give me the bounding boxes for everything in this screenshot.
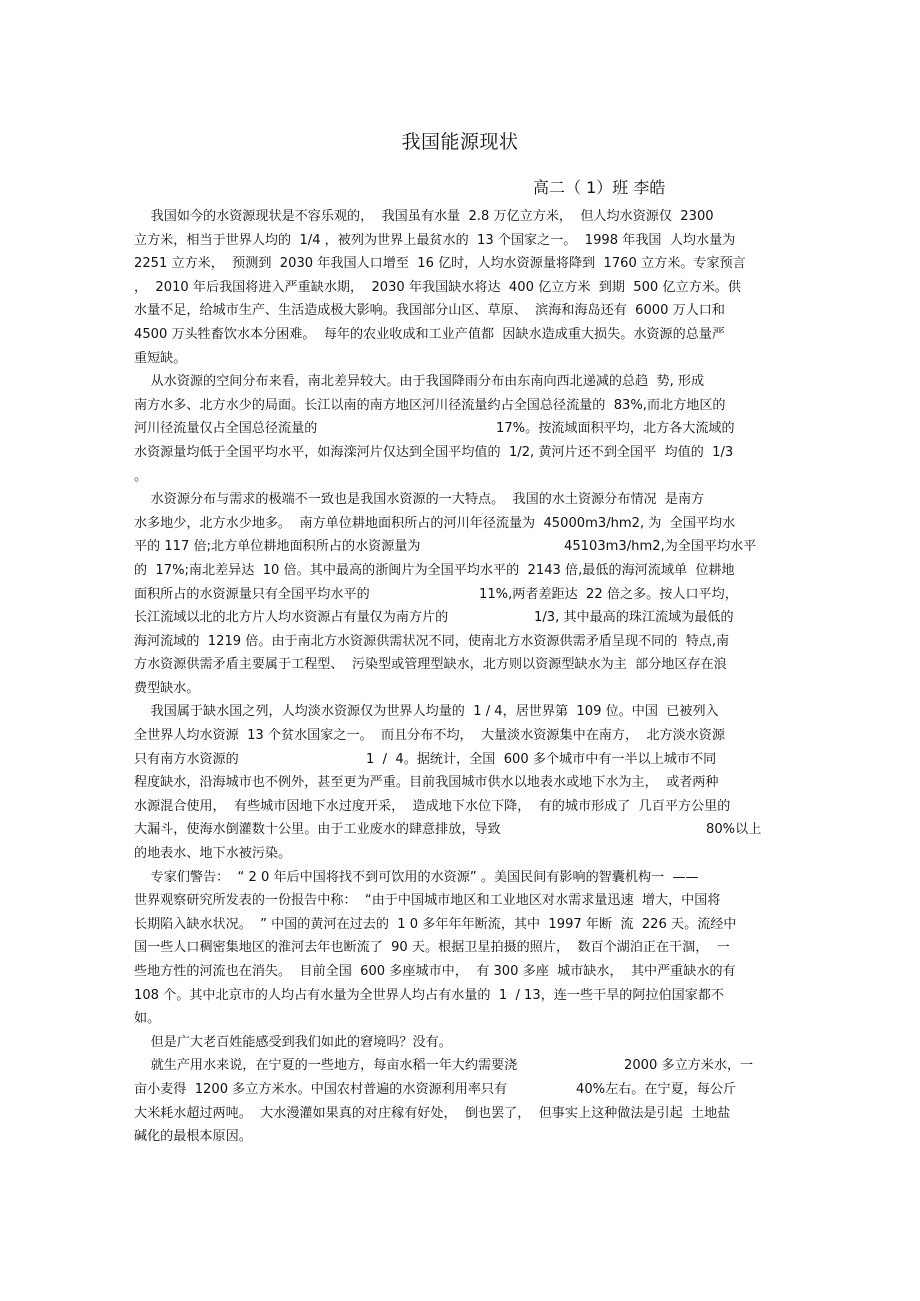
text-line: [134, 1054, 786, 1078]
text-line: 长期陷入缺水状况。 ” 中国的黄河在过去的 1 0 多年年年断流，其中 1997 年断 流 226 天。流经中: [134, 916, 737, 932]
text-line: 我国如今的水资源现状是不容乐观的， 我国虽有水量 2.8 万亿立方米， 但人均水资源仅 2300: [134, 209, 714, 224]
text-line: 些地方性的河流也在消失。 目前全国 600 多座城市中， 有 300 多座 城市缺水， 其中严重缺水的有: [134, 964, 736, 979]
text-line: [134, 748, 786, 772]
text-line: 但是广大老百姓能感受到我们如此的窘境吗？没有。: [134, 1034, 452, 1050]
line-segment: 就生产用水来说，在宁夏的一些地方，每亩水稻一年大约需要浇: [134, 1058, 518, 1074]
text-line: 水资源量均低于全国平均水平，如海滦河片仅达到全国平均值的 1/2, 黄河片还不到全国平 均值的 1/3: [134, 444, 734, 460]
text-line: 费型缺水。: [134, 680, 200, 696]
line-segment: 17%。按流域面积平均，北方各大流域的: [496, 421, 735, 437]
text-line: 世界观察研究所发表的一份报告中称： “由于中国城市地区和工业地区对水需求量迅速 增大，中国将: [134, 893, 721, 909]
line-segment: 大漏斗，使海水倒灌数十公里。由于工业废水的肆意排放，导致: [134, 822, 501, 838]
line-segment: 45103m3/hm2,为全国平均水平: [564, 539, 757, 555]
text-line: 。: [134, 468, 148, 484]
line-segment: 80%以上: [706, 822, 762, 838]
line-segment: 2000 多立方米水，一: [624, 1058, 754, 1074]
text-line: 水资源分布与需求的极端不一致也是我国水资源的一大特点。 我国的水土资源分布情况 是南方: [134, 492, 705, 508]
text-line: 国一些人口稠密集地区的淮河去年也断流了 90 天。根据卫星拍摄的照片， 数百个湖泊正在干涸， 一: [134, 940, 730, 956]
text-line: 大米耗水超过两吨。 大水漫灌如果真的对庄稼有好处， 倒也罢了， 但事实上这种做法是引起 土地盐: [134, 1105, 731, 1121]
text-line: 程度缺水，沿海城市也不例外，甚至更为严重。目前我国城市供水以地表水或地下水为主， 或者两种: [134, 775, 719, 791]
text-line: 108 个。其中北京市的人均占有水量为全世界人均占有水量的 1 / 13，连一些干旱的阿拉伯国家都不: [134, 987, 725, 1003]
text-line: 水多地少，北方水少地多。 南方单位耕地面积所占的河川年径流量为 45000m3/hm2, 为 全国平均水: [134, 515, 736, 531]
document-title: 我国能源现状: [401, 131, 519, 153]
line-segment: 平的 117 倍;北方单位耕地面积所占的水资源量为: [134, 539, 421, 555]
line-segment: 1 / 4。据统计，全国 600 多个城市中有一半以上城市不同: [366, 751, 717, 767]
text-line: [134, 583, 786, 607]
text-line: 4500 万头牲畜饮水本分困难。 每年的农业收成和工业产值都 因缺水造成重大损失。水资源的总量严: [134, 326, 725, 342]
text-line: 从水资源的空间分布来看，南北差异较大。由于我国降雨分布由东南向西北递减的总趋 势, 形成: [134, 374, 705, 390]
line-segment: 面积所占的水资源量只有全国平均水平的: [134, 586, 370, 602]
text-line: 水源混合使用， 有些城市因地下水过度开采， 造成地下水位下降， 有的城市形成了 几百平方公里的: [134, 798, 731, 814]
document-body: [134, 205, 786, 1149]
text-line: 立方米，相当于世界人均的 1/4 ，被列为世界上最贫水的 13 个国家之一。 1998 年我国 人均水量为: [134, 232, 736, 248]
line-segment: 河川径流量仅占全国总径流量的: [134, 421, 318, 437]
text-line: 水量不足，给城市生产、生活造成极大影响。我国部分山区、草原、 滨海和海岛还有 6000 万人口和: [134, 303, 725, 319]
text-line: 的地表水、地下水被污染。: [134, 846, 292, 862]
text-line: ， 2010 年后我国将进入严重缺水期， 2030 年我国缺水将达 400 亿立方米 到期 500 亿立方米。供: [134, 279, 741, 295]
text-line: 方水资源供需矛盾主要属于工程型、 污染型或管理型缺水，北方则以资源型缺水为主 部分地区存在浪: [134, 657, 727, 673]
text-line: [134, 417, 786, 441]
line-segment: 11%,两者差距达 22 倍之多。按人口平均，: [479, 586, 738, 602]
text-line: [134, 535, 786, 559]
text-line: 我国属于缺水国之列，人均淡水资源仅为世界人均量的 1 / 4，居世界第 109 位。中国 已被列入: [134, 704, 719, 720]
text-line: 的 17%;南北差异达 10 倍。其中最高的浙闽片为全国平均水平的 2143 倍,最低的海河流域单 位耕地: [134, 562, 735, 578]
text-line: 2251 立方米， 预测到 2030 年我国人口增至 16 亿时，人均水资源量将降到 1760 立方米。专家预言: [134, 256, 746, 272]
text-line: [134, 606, 786, 630]
line-segment: 长江流域以北的北方片人均水资源占有量仅为南方片的: [134, 610, 449, 626]
text-line: 碱化的最根本原因。: [134, 1129, 252, 1145]
text-line: 如。: [134, 1011, 161, 1027]
text-line: 南方水多、北方水少的局面。长江以南的南方地区河川径流量约占全国总径流量的 83%,而北方地区的: [134, 397, 726, 413]
text-line: 专家们警告： “ 2 0 年后中国将找不到可饮用的水资源” 。美国民间有影响的智囊机构一 ——: [134, 869, 699, 885]
text-line: 海河流域的 1219 倍。由于南北方水资源供需状况不同，使南北方水资源供需矛盾呈现不同的 特点,南: [134, 633, 730, 649]
line-segment: 40%左右。在宁夏，每公斤: [576, 1081, 737, 1097]
line-segment: 亩小麦得 1200 多立方米水。中国农村普遍的水资源利用率只有: [134, 1081, 508, 1097]
text-line: [134, 1078, 786, 1102]
line-segment: 1/3, 其中最高的珠江流域为最低的: [534, 610, 734, 626]
text-line: 全世界人均水资源 13 个贫水国家之一。 而且分布不均， 大量淡水资源集中在南方， 北方淡水资源: [134, 728, 725, 744]
text-line: [134, 818, 786, 842]
text-line: 重短缺。: [134, 350, 187, 366]
document-author: 高二（ 1）班 李皓: [533, 178, 666, 197]
line-segment: 只有南方水资源的: [134, 751, 239, 767]
